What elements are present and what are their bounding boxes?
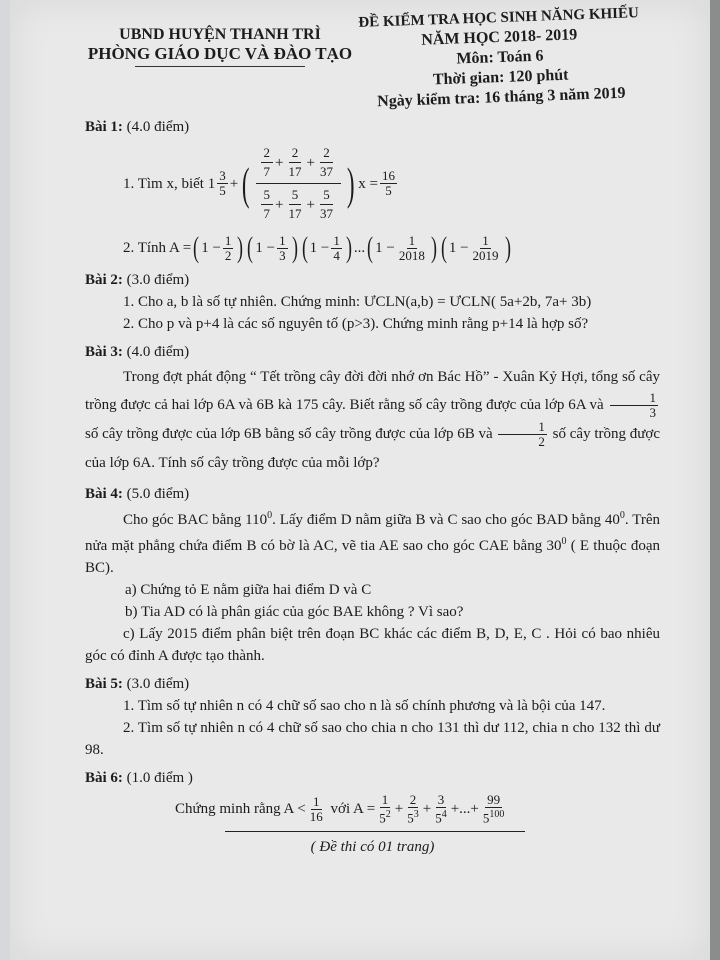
- bai4-part-c: c) Lấy 2015 điểm phân biệt trên đoạn BC khác các điểm B, D, E, C . Hỏi có bao nhiêu góc có đỉnh A được tạo thành.: [85, 626, 660, 665]
- background-right: [710, 0, 720, 960]
- bai2-question1: 1. Cho a, b là số tự nhiên. Chứng minh: ƯCLN(a,b) = ƯCLN( 5a+2b, 7a+ 3b): [123, 294, 592, 310]
- header-rule: [135, 66, 305, 67]
- bai2-heading: Bài 2: (3.0 điểm): [85, 272, 190, 288]
- bai1-question1: 1. Tìm x, biết 1 $\frac{3}{5}$ + ( $\frac{2}{7}$ + $\frac{2}{17}$ + $\frac{2}{37}$ $\frac{5}{7}$ + $\frac{5}{17}$ + $\frac{5}{37}$ ) x = $\frac{16}{5}$: [123, 142, 660, 225]
- bai5-question2: 2. Tìm số tự nhiên n có 4 chữ số sao cho chia n cho 131 thì dư 112, chia n cho 132 thì dư 98.: [85, 720, 660, 759]
- footer-rule: [225, 831, 525, 832]
- bai3-text: Trong đợt phát động “ Tết trồng cây đời đời nhớ ơn Bác Hồ” - Xuân Kỷ Hợi, tổng số cây trồng được cả hai lớp 6A và 6B kà 175 cây. Biết rằng số cây trồng được của lớp 6A và $\frac{1}{3}$ số cây trồng được của lớp 6B bằng số cây trồng được của lớp 6B và $\frac{1}{2}$ số cây trồng được của lớp 6A. Tính số cây trồng được của mỗi lớp?: [85, 369, 660, 472]
- bai5-heading: Bài 5: (3.0 điểm): [85, 676, 190, 693]
- bai4-heading: Bài 4: (5.0 điểm): [85, 486, 190, 503]
- bai2-question2: 2. Cho p và p+4 là các số nguyên tố (p>3). Chứng minh rằng p+14 là hợp số?: [123, 316, 589, 332]
- bai6-statement: Chứng minh rằng A < $\frac{1}{16}$ với A = $\frac{1}{5^2}$ + $\frac{2}{5^3}$ + $\frac{3}{5^4}$ +...+ $\frac{99}{5^{100}}$: [175, 792, 505, 826]
- exam-sheet: [10, 0, 710, 960]
- background-left: [0, 0, 10, 960]
- exam-title: ĐỀ KIỂM TRA HỌC SINH NĂNG KHIẾU: [358, 5, 640, 31]
- header-right: [328, 2, 671, 114]
- subject: Môn: Toán 6: [456, 47, 544, 68]
- bai3-heading: Bài 3: (4.0 điểm): [85, 344, 190, 360]
- exam-date: Ngày kiểm tra: 16 tháng 3 năm 2019: [376, 84, 626, 111]
- duration: Thời gian: 120 phút: [432, 66, 569, 89]
- district-name: UBND HUYỆN THANH TRÌ: [119, 26, 321, 43]
- bai1-heading: Bài 1: (4.0 điểm): [85, 119, 190, 135]
- page-note: ( Đề thi có 01 trang): [310, 839, 435, 856]
- department-name: PHÒNG GIÁO DỤC VÀ ĐÀO TẠO: [87, 44, 353, 63]
- bai4-part-a: a) Chứng tỏ E nằm giữa hai điểm D và C: [125, 582, 372, 599]
- school-year: NĂM HỌC 2018- 2019: [421, 26, 578, 49]
- bai5-question1: 1. Tìm số tự nhiên n có 4 chữ số sao cho n là số chính phương và là bội của 147.: [123, 698, 606, 715]
- bai4-part-b: b) Tia AD có là phân giác của góc BAE không ? Vì sao?: [125, 604, 464, 621]
- compound-fraction: $\frac{2}{7}$ + $\frac{2}{17}$ + $\frac{2}{37}$ $\frac{5}{7}$ + $\frac{5}{17}$ + $\frac{5}{37}$: [256, 142, 341, 225]
- bai4-text: Cho góc BAC bằng $110^0$. Lấy điểm D nằm giữa B và C sao cho góc BAD bằng $40^0$. Trên nửa mặt phẳng chứa điểm B có bờ là AC, vẽ tia AE sao cho góc CAE bằng $30^0$ ( E thuộc đoạn BC).: [85, 510, 661, 577]
- bai1-question2: 2. Tính A = ( 1 − $\frac{1}{2}$ ) ( 1 − $\frac{1}{3}$ ) ( 1 − $\frac{1}{4}$ ) ... ( 1 − $\frac{1}{2018}$ ) ( 1 − $\frac{1}{2019}$ ): [123, 231, 511, 264]
- header-left: [70, 26, 370, 67]
- exam-body: [85, 110, 660, 858]
- mixed-fraction: $\frac{3}{5}$: [219, 168, 226, 198]
- bai6-heading: Bài 6: (1.0 điểm ): [85, 770, 193, 787]
